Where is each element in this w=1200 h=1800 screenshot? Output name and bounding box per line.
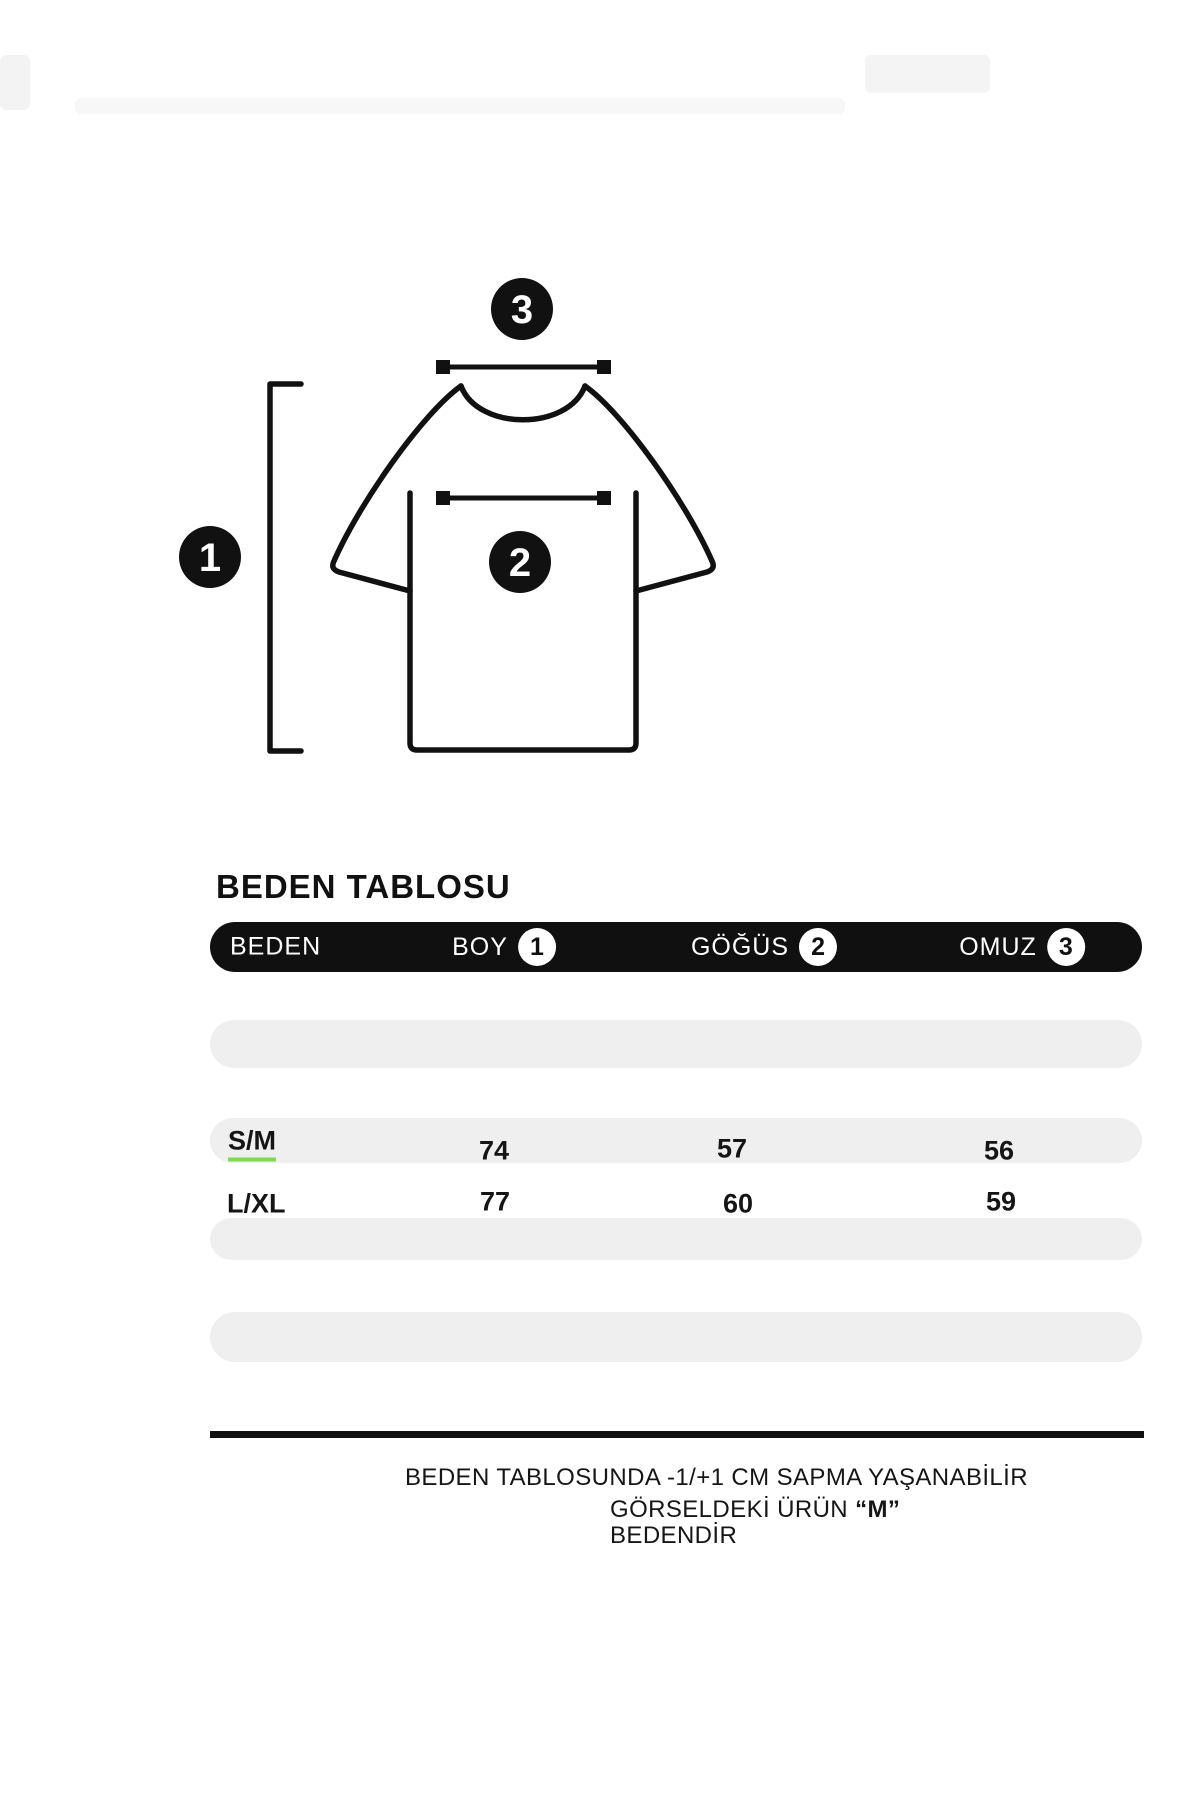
row-lxl-omuz-value: 59 [985, 1186, 1017, 1217]
row-lxl-size-label: L/XL [227, 1188, 286, 1219]
tshirt-measurement-diagram [130, 230, 810, 790]
row-sm-gogus-value: 57 [716, 1133, 748, 1164]
footer-model-size-note [610, 1496, 900, 1524]
badge-height-number: 1 [198, 536, 222, 580]
footer-model-size-note-cont: BEDENDİR [610, 1522, 738, 1549]
ghost-watermark [0, 55, 30, 110]
tshirt-right-sleeve [585, 386, 713, 591]
footer-model-size-text: GÖRSELDEKİ ÜRÜN [610, 1496, 849, 1523]
row-sm-boy-value: 74 [478, 1135, 510, 1166]
empty-row-pill [210, 1020, 1142, 1068]
column-header-beden: BEDEN [230, 932, 322, 961]
column-header-gogus [691, 928, 837, 966]
row-lxl-gogus-value: 60 [722, 1188, 754, 1219]
bottom-separator-line [210, 1431, 1144, 1438]
empty-row-pill [210, 1218, 1142, 1260]
footer-model-size-value: “M” [855, 1496, 901, 1523]
column-header-omuz [959, 928, 1085, 966]
column-header-gogus-badge: 2 [799, 928, 837, 966]
tshirt-left-sleeve [333, 386, 461, 591]
column-header-omuz-badge: 3 [1047, 928, 1085, 966]
tshirt-neckline [461, 386, 585, 420]
ghost-watermark [75, 98, 845, 114]
measure-endpoint [436, 491, 450, 505]
selected-size-underline: S/M [228, 1126, 276, 1162]
column-header-boy [452, 928, 556, 966]
size-chart-title: BEDEN TABLOSU [216, 868, 511, 905]
badge-chest-number: 2 [508, 541, 532, 585]
ghost-watermark [865, 55, 990, 93]
row-lxl-boy-value: 77 [479, 1186, 511, 1217]
column-header-boy-badge: 1 [518, 928, 556, 966]
measure-endpoint [597, 360, 611, 374]
measure-endpoint [597, 491, 611, 505]
row-sm-size-label [228, 1126, 276, 1157]
empty-row-pill [210, 1312, 1142, 1362]
badge-shoulder-number: 3 [510, 288, 534, 332]
column-header-boy-label: BOY [452, 932, 508, 961]
length-bracket [270, 384, 301, 751]
column-header-gogus-label: GÖĞÜS [690, 932, 790, 961]
column-header-omuz-label: OMUZ [959, 932, 1037, 961]
row-sm-omuz-value: 56 [983, 1135, 1015, 1166]
footer-tolerance-note: BEDEN TABLOSUNDA -1/+1 CM SAPMA YAŞANABİLİR [405, 1464, 1028, 1491]
measure-endpoint [436, 360, 450, 374]
